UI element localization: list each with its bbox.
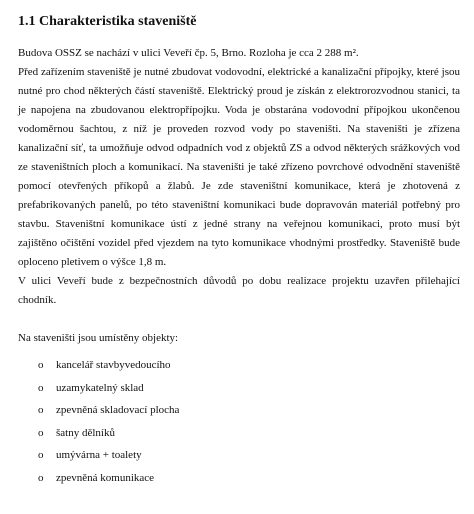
bullet-icon: o bbox=[38, 471, 44, 484]
list-item-label: zpevněná skladovací plocha bbox=[56, 404, 180, 416]
list-item bbox=[18, 377, 460, 400]
section-heading: 1.1 Charakteristika staveniště bbox=[18, 14, 197, 29]
bullet-icon: o bbox=[38, 359, 44, 371]
list-item-label: šatny dělníků bbox=[56, 426, 115, 439]
objects-intro: Na staveništi jsou umístěny objekty: bbox=[18, 332, 179, 344]
list-item-label: uzamykatelný sklad bbox=[56, 381, 144, 394]
list-item-label: umývárna + toalety bbox=[56, 449, 142, 461]
bullet-icon: o bbox=[38, 426, 44, 439]
objects-list bbox=[18, 354, 460, 489]
bullet-icon: o bbox=[38, 381, 44, 394]
bullet-icon: o bbox=[38, 449, 44, 461]
paragraph-location: Budova OSSZ se nachází v ulici Veveří čp. 5, Brno. Rozloha je cca 2 288 m². bbox=[18, 47, 359, 59]
paragraph-spacer bbox=[18, 310, 460, 329]
paragraph-utilities: Před zařízením staveniště je nutné zbudovat vodovodní, elektrické a kanalizační přípojky, které jsou nutné pro chod některých částí staveniště. Elektrický proud je získán z elektrorozvodnou stanici, ta je napojena na zbudovanou elektropřípojku. Voda je obstarána vodovodní přípojkou ukončenou vodoměrnou šachtou, z níž je proveden rozvod vody po staveništi. Na staveništi je zřízena kanalizační síť, ta umožňuje odvod odpadních vod z objektů ZS a odvod některých srážkových vod ze staveništních ploch a komunikací. Na staveništi je také zřízeno povrchové odvodnění staveniště pomocí otevřených příkopů a žlabů. Je zde staveništní komunikace, která je zhotovená z prefabrikovaných panelů, po této staveništní komunikaci bude dopravován materiál potřebný pro stavbu. Staveništní komunikace ústí z jedné strany na veřejnou komunikaci, proto musí být zajištěno očištění vozidel před vjezdem na tyto komunikace vhodnými prostředky. Staveniště bude oploceno pletivem o výšce 1,8 m. bbox=[18, 66, 460, 268]
bullet-icon: o bbox=[38, 404, 44, 416]
list-item bbox=[18, 422, 460, 445]
list-item bbox=[18, 467, 460, 490]
list-item bbox=[18, 444, 460, 467]
list-item-label: kancelář stavbyvedoucího bbox=[56, 359, 171, 371]
paragraph-sidewalk: V ulici Veveří bude z bezpečnostních důvodů po dobu realizace projektu uzavřen přilehající chodník. bbox=[18, 275, 460, 306]
list-item bbox=[18, 354, 460, 377]
list-item-label: zpevněná komunikace bbox=[56, 471, 155, 484]
list-item bbox=[18, 399, 460, 422]
